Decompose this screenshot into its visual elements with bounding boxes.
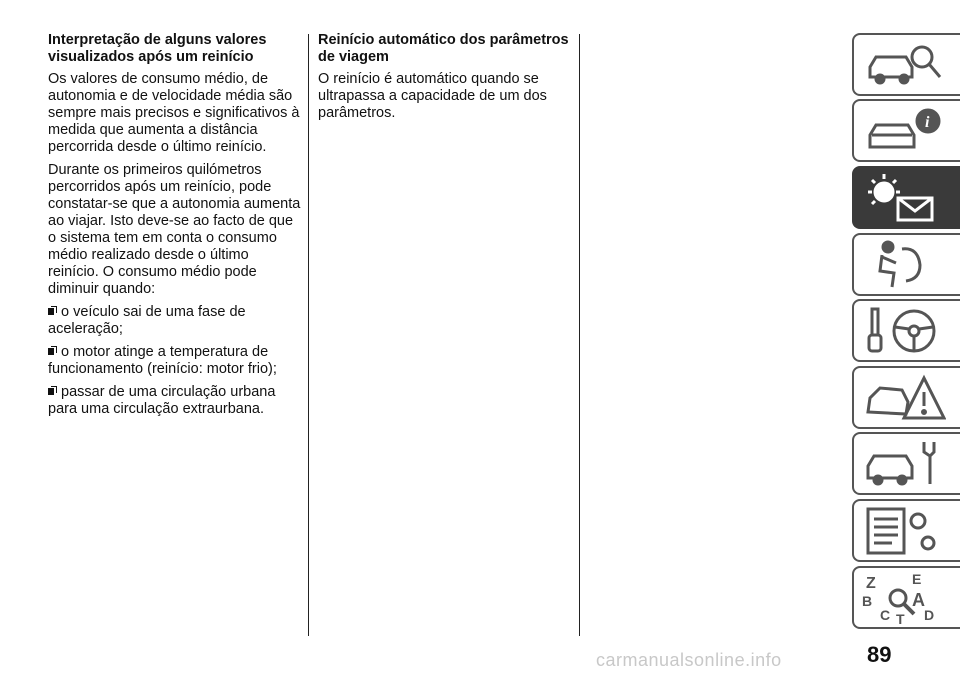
tab-car-search[interactable]: [852, 33, 960, 96]
seat-airbag-icon: [862, 239, 946, 291]
column-divider: [308, 34, 309, 636]
watermark: carmanualsonline.info: [596, 650, 782, 670]
section-heading: Reinício automático dos parâmetros de viagem: [318, 32, 569, 65]
car-search-icon: [862, 39, 946, 91]
section-heading: Interpretação de alguns valores visualizados após um reinício: [48, 32, 267, 65]
column-divider: [579, 34, 580, 636]
car-wrench-icon: [862, 438, 946, 490]
car-info-icon: [862, 105, 946, 157]
svg-text:i: i: [925, 114, 930, 131]
paragraph: Durante os primeiros quilómetros percorridos após um reinício, pode constatar-se que a autonomia aumenta ao viajar. Isto deve-se ao facto de que o sistema tem em conta o consumo médio realizado desde o último reinício. O consumo médio pode diminuir quando:: [48, 162, 301, 297]
key-steering-wheel-icon: [862, 305, 946, 357]
index-letter: Z: [866, 575, 876, 592]
bullet-icon: [48, 346, 57, 357]
bullet-icon: [48, 386, 57, 397]
page-number: 89: [867, 642, 892, 667]
alphabet-index-icon: [862, 572, 946, 624]
list-item: o motor atinge a temperatura de funcionamento (reinício: motor frio);: [48, 344, 277, 377]
index-letter: D: [924, 607, 935, 623]
index-letter: E: [912, 572, 922, 587]
tab-car-info[interactable]: [852, 99, 960, 162]
tab-technical-data[interactable]: [852, 499, 960, 562]
tab-starting-driving[interactable]: [852, 299, 960, 362]
list-item: o veículo sai de uma fase de aceleração;: [48, 304, 246, 337]
tab-warning-lights[interactable]: [852, 166, 960, 229]
index-letter: C: [880, 607, 891, 623]
left-column: [48, 32, 303, 424]
index-letter: A: [912, 590, 925, 610]
index-letter: B: [862, 593, 873, 609]
car-accident-warning-icon: [862, 372, 946, 424]
list-item: passar de uma circulação urbana para uma circulação extraurbana.: [48, 384, 276, 417]
index-letter: T: [896, 611, 905, 624]
paragraph: Os valores de consumo médio, de autonomia e de velocidade média são sempre mais precisos e significativos à medida que aumenta a distância percorrida desde o último reinício.: [48, 71, 300, 155]
right-column: [318, 32, 573, 128]
tab-safety[interactable]: [852, 233, 960, 296]
tab-maintenance[interactable]: [852, 432, 960, 495]
paragraph: O reinício é automático quando se ultrapassa a capacidade de um dos parâmetros.: [318, 71, 547, 121]
warning-light-message-icon: [862, 172, 946, 224]
bullet-icon: [48, 306, 57, 317]
tab-alphabetical-index[interactable]: [852, 566, 960, 629]
checklist-gears-icon: [862, 505, 946, 557]
tab-emergency[interactable]: [852, 366, 960, 429]
